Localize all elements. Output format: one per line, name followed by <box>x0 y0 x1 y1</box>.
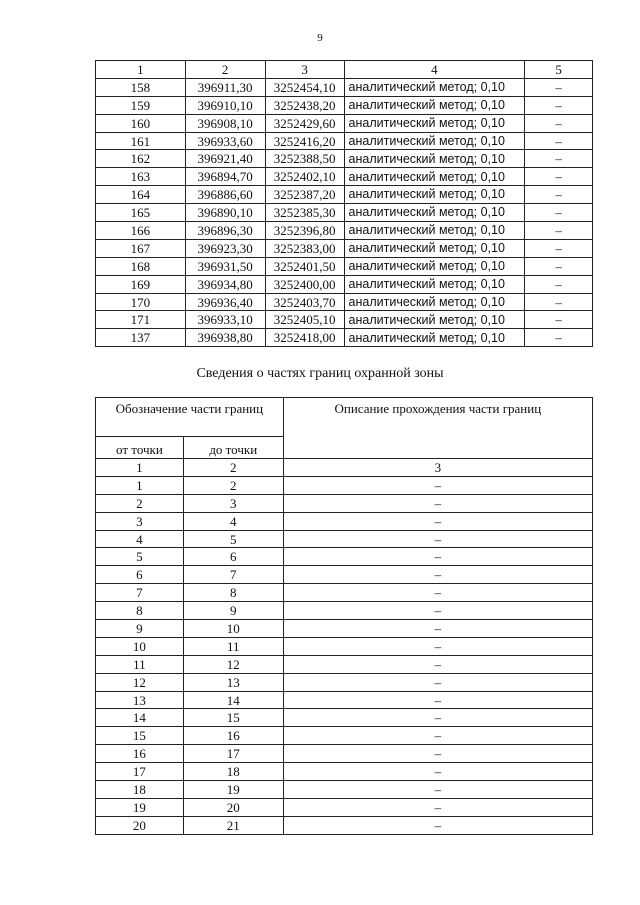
table-cell: 17 <box>96 763 184 781</box>
column-number-cell: 1 <box>96 61 186 79</box>
table-cell: аналитический метод; 0,10 <box>344 186 525 204</box>
description-header: Описание прохождения части границ <box>283 398 592 459</box>
table-cell: 3252402,10 <box>265 168 344 186</box>
table-row <box>96 584 593 602</box>
column-number-cell: 1 <box>96 459 184 477</box>
table-cell: 3252429,60 <box>265 114 344 132</box>
table-row <box>96 96 593 114</box>
table-cell: 164 <box>96 186 186 204</box>
table-cell: 3252388,50 <box>265 150 344 168</box>
table-cell: аналитический метод; 0,10 <box>344 293 525 311</box>
table-row <box>96 78 593 96</box>
table-cell: 3252438,20 <box>265 96 344 114</box>
table-row <box>96 816 593 834</box>
table-cell: 12 <box>183 655 283 673</box>
from-point-header: от точки <box>96 437 184 459</box>
table-cell: 6 <box>183 548 283 566</box>
table-row <box>96 204 593 222</box>
boundary-parts-table <box>95 397 593 835</box>
table-cell: – <box>283 781 592 799</box>
table-cell: 13 <box>96 691 184 709</box>
table-cell: 168 <box>96 257 186 275</box>
table-cell: 18 <box>96 781 184 799</box>
table-cell: аналитический метод; 0,10 <box>344 222 525 240</box>
table-row <box>96 745 593 763</box>
table-cell: 170 <box>96 293 186 311</box>
table-row <box>96 114 593 132</box>
table-cell: 396933,60 <box>185 132 265 150</box>
table-cell: – <box>283 816 592 834</box>
table-cell: – <box>283 512 592 530</box>
table-cell: 169 <box>96 275 186 293</box>
table-cell: 3252396,80 <box>265 222 344 240</box>
table-cell: – <box>283 584 592 602</box>
column-number-cell: 2 <box>185 61 265 79</box>
table-cell: – <box>525 293 593 311</box>
table-row <box>96 494 593 512</box>
table-cell: 2 <box>183 476 283 494</box>
table-cell: – <box>525 96 593 114</box>
table-cell: 10 <box>96 637 184 655</box>
table-cell: 11 <box>183 637 283 655</box>
table-cell: 8 <box>183 584 283 602</box>
table-row <box>96 150 593 168</box>
table-row <box>96 275 593 293</box>
table-cell: аналитический метод; 0,10 <box>344 168 525 186</box>
table-cell: 19 <box>96 798 184 816</box>
column-number-cell: 2 <box>183 459 283 477</box>
table-cell: 3252400,00 <box>265 275 344 293</box>
table-cell: – <box>283 476 592 494</box>
table-cell: – <box>525 114 593 132</box>
table-row <box>96 186 593 204</box>
table-cell: 396923,30 <box>185 239 265 257</box>
table-cell: 396910,10 <box>185 96 265 114</box>
table-row <box>96 798 593 816</box>
table-cell: аналитический метод; 0,10 <box>344 275 525 293</box>
coordinates-table <box>95 60 593 347</box>
table-cell: – <box>525 275 593 293</box>
table-row <box>96 222 593 240</box>
table-cell: 396886,60 <box>185 186 265 204</box>
table-cell: – <box>283 566 592 584</box>
table-cell: 396931,50 <box>185 257 265 275</box>
table-cell: – <box>525 186 593 204</box>
section-title: Сведения о частях границ охранной зоны <box>196 366 444 381</box>
table-cell: аналитический метод; 0,10 <box>344 311 525 329</box>
table-cell: аналитический метод; 0,10 <box>344 96 525 114</box>
table-header-row <box>96 61 593 79</box>
table-cell: 3252385,30 <box>265 204 344 222</box>
table-cell: 9 <box>183 602 283 620</box>
table-cell: 396894,70 <box>185 168 265 186</box>
table-cell: – <box>283 494 592 512</box>
table-cell: 137 <box>96 329 186 347</box>
table-row <box>96 602 593 620</box>
table-cell: 3252401,50 <box>265 257 344 275</box>
group-header: Обозначение части границ <box>96 398 284 437</box>
table-cell: 171 <box>96 311 186 329</box>
table-cell: аналитический метод; 0,10 <box>344 204 525 222</box>
to-point-header: до точки <box>183 437 283 459</box>
table-cell: 6 <box>96 566 184 584</box>
table-cell: 15 <box>183 709 283 727</box>
table-cell: 3252403,70 <box>265 293 344 311</box>
table-cell: – <box>283 798 592 816</box>
table-cell: 161 <box>96 132 186 150</box>
table-cell: 5 <box>96 548 184 566</box>
table-cell: 4 <box>96 530 184 548</box>
table-cell: 17 <box>183 745 283 763</box>
table-cell: 15 <box>96 727 184 745</box>
table-cell: – <box>525 222 593 240</box>
table-cell: 167 <box>96 239 186 257</box>
table-row <box>96 329 593 347</box>
column-number-cell: 4 <box>344 61 525 79</box>
table-cell: – <box>525 132 593 150</box>
table-cell: 14 <box>96 709 184 727</box>
table-cell: 162 <box>96 150 186 168</box>
table-cell: аналитический метод; 0,10 <box>344 329 525 347</box>
table-row <box>96 476 593 494</box>
table-cell: – <box>525 239 593 257</box>
table-cell: 3252405,10 <box>265 311 344 329</box>
table-cell: 396908,10 <box>185 114 265 132</box>
table-cell: – <box>525 257 593 275</box>
table-cell: 1 <box>96 476 184 494</box>
table-cell: аналитический метод; 0,10 <box>344 114 525 132</box>
table-cell: 16 <box>183 727 283 745</box>
table-row <box>96 620 593 638</box>
table-cell: – <box>283 727 592 745</box>
table-cell: 8 <box>96 602 184 620</box>
table-cell: 3252416,20 <box>265 132 344 150</box>
table-row <box>96 709 593 727</box>
column-number-row <box>96 459 593 477</box>
table-cell: 163 <box>96 168 186 186</box>
table-cell: – <box>283 709 592 727</box>
table-cell: – <box>525 329 593 347</box>
table-cell: аналитический метод; 0,10 <box>344 132 525 150</box>
table-row <box>96 637 593 655</box>
table-row <box>96 239 593 257</box>
table-cell: 396938,80 <box>185 329 265 347</box>
table-cell: – <box>525 168 593 186</box>
column-number-cell: 3 <box>283 459 592 477</box>
table-row <box>96 673 593 691</box>
table-cell: 396890,10 <box>185 204 265 222</box>
column-number-cell: 3 <box>265 61 344 79</box>
table-cell: 13 <box>183 673 283 691</box>
table-cell: – <box>525 204 593 222</box>
table-cell: 3 <box>96 512 184 530</box>
table-cell: 12 <box>96 673 184 691</box>
table-row <box>96 530 593 548</box>
table-row <box>96 763 593 781</box>
table-cell: 16 <box>96 745 184 763</box>
table-cell: 158 <box>96 78 186 96</box>
table-cell: 3252383,00 <box>265 239 344 257</box>
table-cell: 2 <box>96 494 184 512</box>
table-row <box>96 168 593 186</box>
table-cell: – <box>283 602 592 620</box>
table-cell: – <box>525 311 593 329</box>
table-cell: 165 <box>96 204 186 222</box>
table-cell: – <box>283 673 592 691</box>
table-row <box>96 548 593 566</box>
table-row <box>96 691 593 709</box>
table-cell: 10 <box>183 620 283 638</box>
table-row <box>96 132 593 150</box>
table-cell: 396921,40 <box>185 150 265 168</box>
table-cell: 18 <box>183 763 283 781</box>
table-cell: – <box>283 745 592 763</box>
table-cell: – <box>525 78 593 96</box>
table-row <box>96 311 593 329</box>
table-cell: 21 <box>183 816 283 834</box>
table-cell: 396933,10 <box>185 311 265 329</box>
table-cell: 160 <box>96 114 186 132</box>
table-cell: 396911,30 <box>185 78 265 96</box>
table-cell: аналитический метод; 0,10 <box>344 257 525 275</box>
table-cell: 159 <box>96 96 186 114</box>
table-cell: – <box>525 150 593 168</box>
table-cell: 4 <box>183 512 283 530</box>
table-cell: 166 <box>96 222 186 240</box>
table-cell: 9 <box>96 620 184 638</box>
table-cell: – <box>283 691 592 709</box>
table-cell: аналитический метод; 0,10 <box>344 150 525 168</box>
table-row <box>96 655 593 673</box>
table-cell: 7 <box>183 566 283 584</box>
table-cell: 396936,40 <box>185 293 265 311</box>
table-cell: – <box>283 620 592 638</box>
table-cell: 20 <box>96 816 184 834</box>
table-cell: 20 <box>183 798 283 816</box>
table-cell: 11 <box>96 655 184 673</box>
table-row <box>96 566 593 584</box>
table-row <box>96 727 593 745</box>
table-row <box>96 257 593 275</box>
table-cell: 7 <box>96 584 184 602</box>
table-cell: 396934,80 <box>185 275 265 293</box>
table-row <box>96 781 593 799</box>
table-cell: 5 <box>183 530 283 548</box>
table-cell: 3252387,20 <box>265 186 344 204</box>
table-cell: – <box>283 530 592 548</box>
table-cell: 3252454,10 <box>265 78 344 96</box>
table-cell: – <box>283 548 592 566</box>
table-cell: 3 <box>183 494 283 512</box>
page-number: 9 <box>317 32 323 44</box>
table-cell: 14 <box>183 691 283 709</box>
table-cell: – <box>283 655 592 673</box>
table-cell: аналитический метод; 0,10 <box>344 239 525 257</box>
table-row <box>96 293 593 311</box>
table-cell: 19 <box>183 781 283 799</box>
table-cell: аналитический метод; 0,10 <box>344 78 525 96</box>
table-cell: – <box>283 763 592 781</box>
column-number-cell: 5 <box>525 61 593 79</box>
table-row <box>96 512 593 530</box>
table-cell: 3252418,00 <box>265 329 344 347</box>
table-cell: – <box>283 637 592 655</box>
table-cell: 396896,30 <box>185 222 265 240</box>
